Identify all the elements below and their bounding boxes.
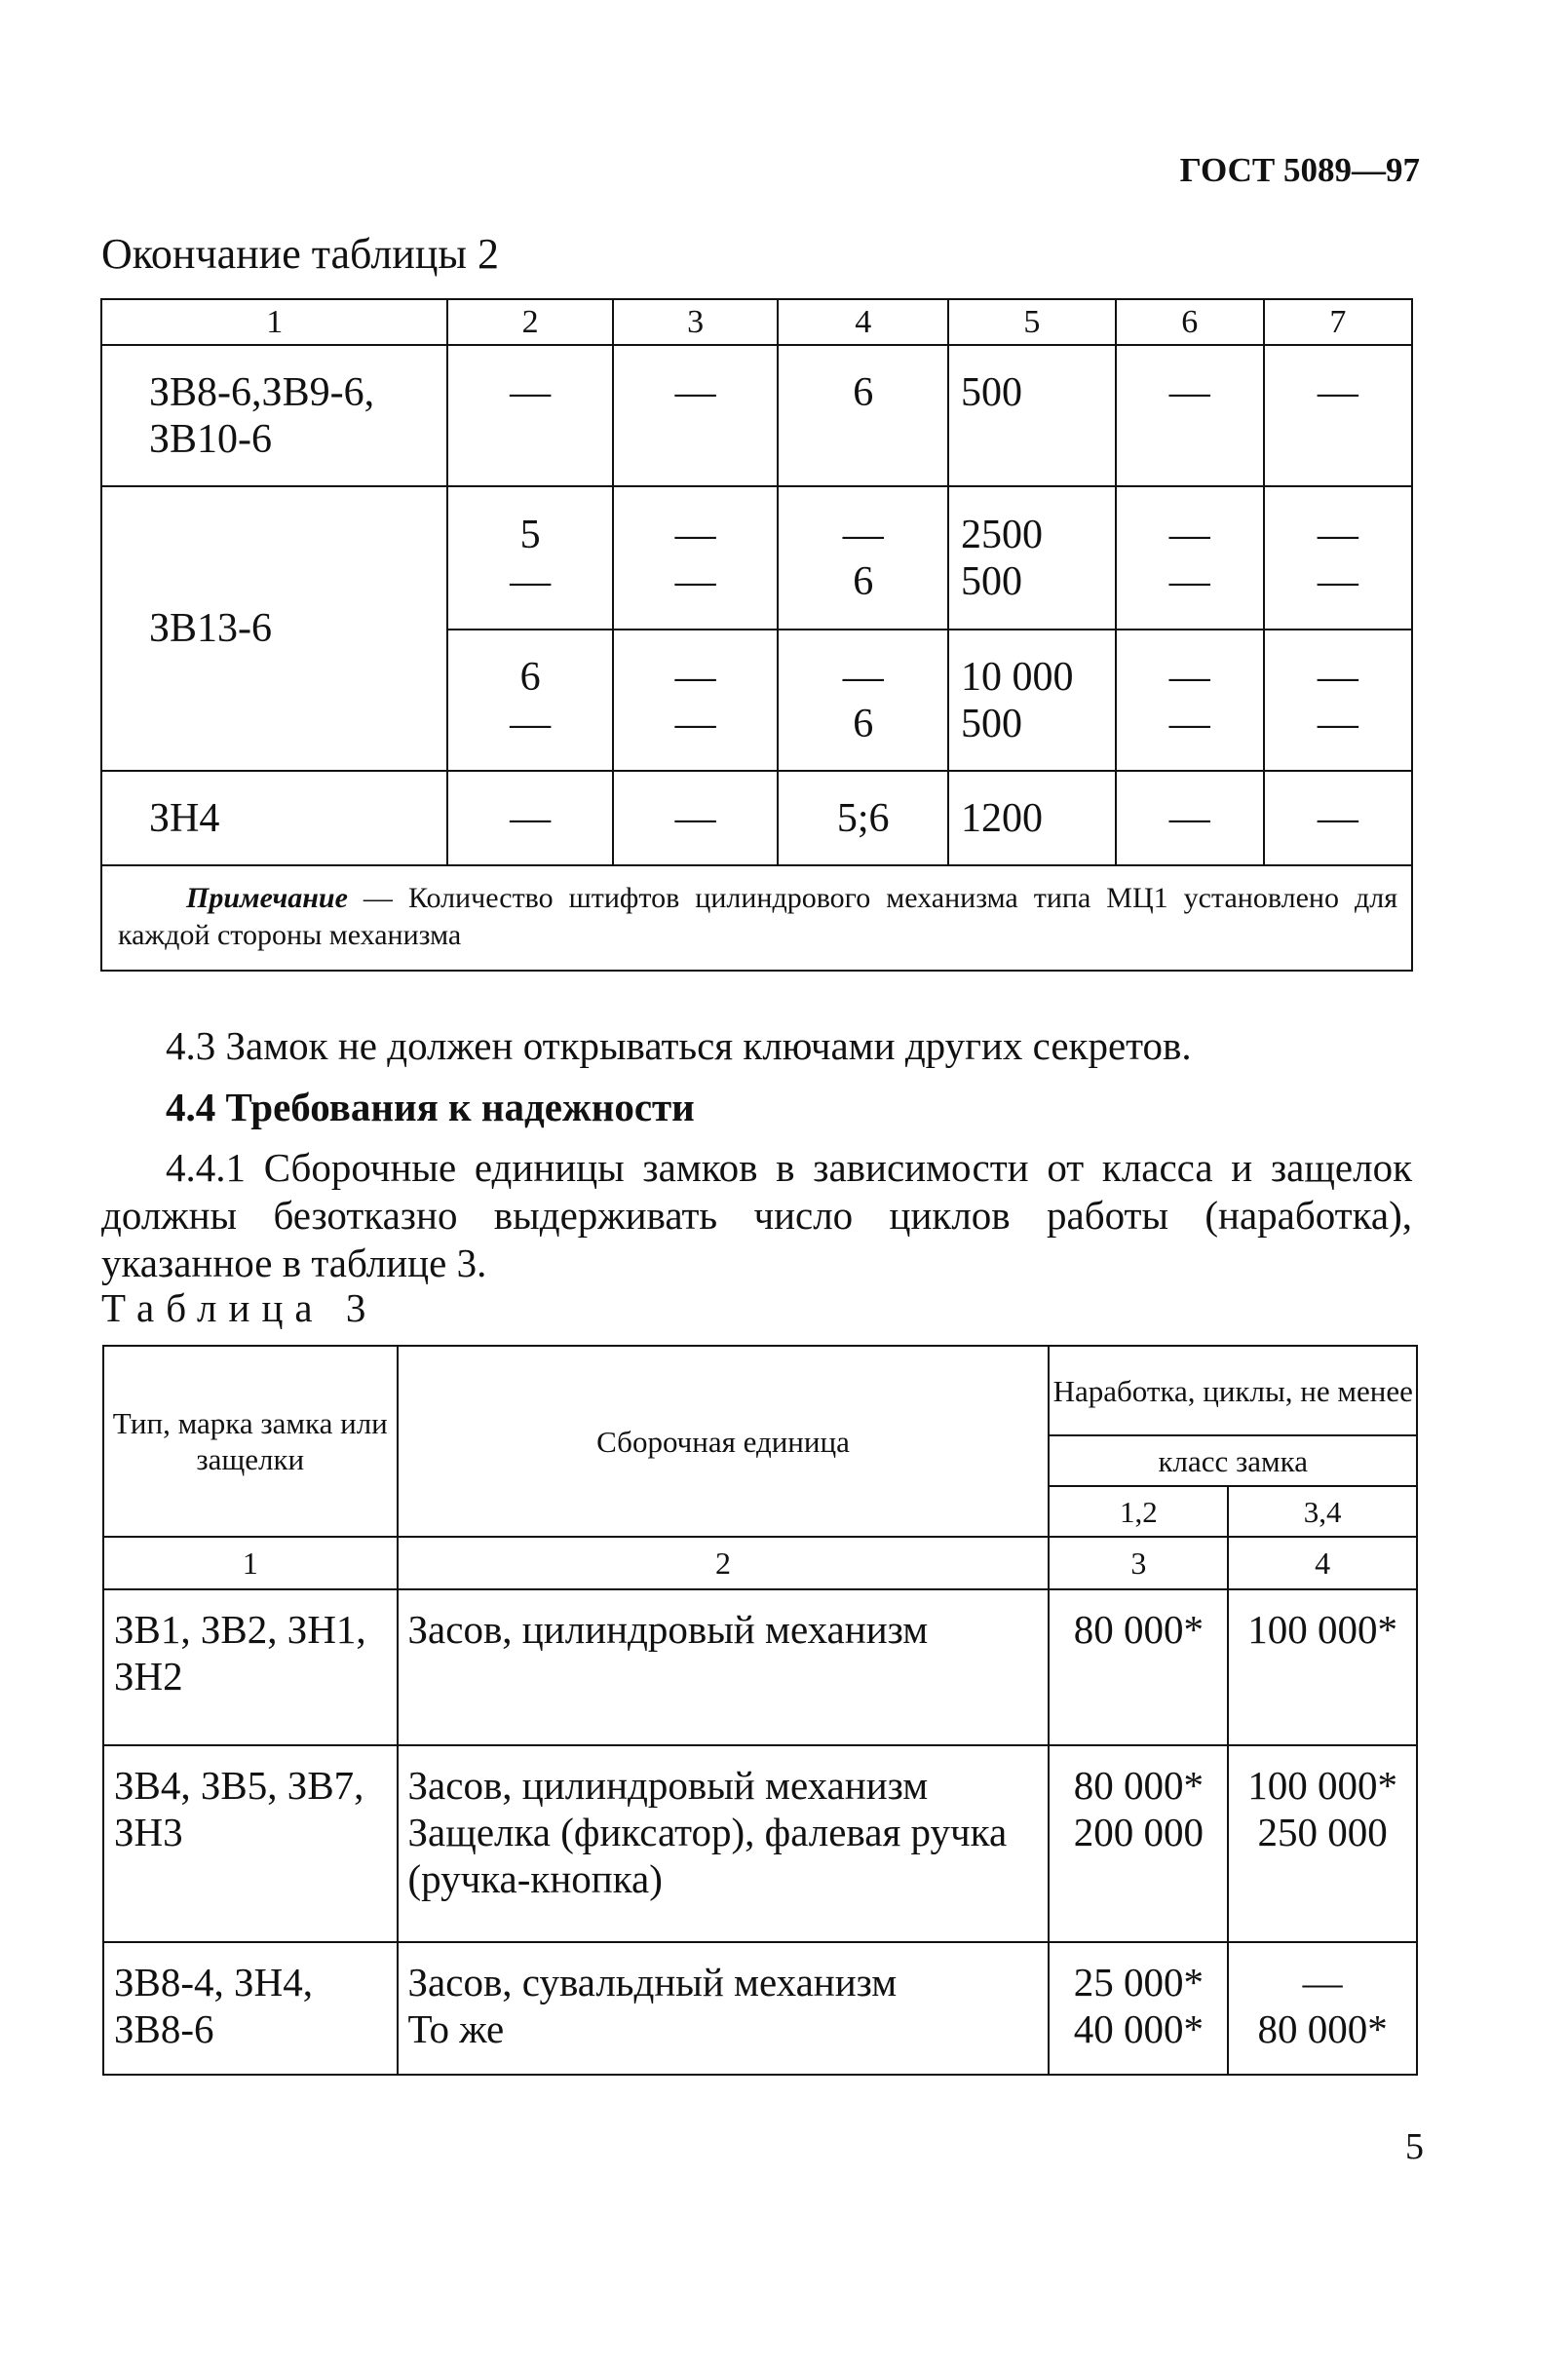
table3-cell-value: 80 000*: [1049, 1589, 1228, 1745]
table2-cell: —: [1168, 558, 1210, 604]
table3-cell-unit: [398, 1745, 1050, 1942]
table2-cell: —: [1264, 345, 1412, 486]
table2-cell: 5;6: [778, 771, 948, 865]
table3-cell-value: 200 000: [1073, 1810, 1204, 1854]
table3-header-unit: Сборочная единица: [398, 1346, 1050, 1537]
table2-cell: —: [674, 512, 716, 557]
table2-continuation-title: Окончание таблицы 2: [101, 230, 499, 278]
table3-cell-value: 100 000*: [1228, 1589, 1417, 1745]
table2-col-7: 7: [1264, 299, 1412, 345]
table2-cell: 6: [853, 558, 874, 604]
table2-cell: —: [447, 345, 613, 486]
table2-cell: —: [1116, 345, 1264, 486]
table3-cell-type: ЗВ4, ЗВ5, ЗВ7, ЗН3: [103, 1745, 398, 1942]
table3-unit-line: Защелка (фиксатор), фалевая ручка (ручка-кнопка): [407, 1810, 1008, 1901]
table2-note: [101, 865, 1412, 971]
table2-col-5: 5: [948, 299, 1116, 345]
table3-col-4: 4: [1228, 1537, 1417, 1589]
table3-cell-type: ЗВ8-4, ЗН4, ЗВ8-6: [103, 1942, 398, 2075]
table2-cell: —: [447, 771, 613, 865]
table2-cell: —: [1317, 654, 1358, 700]
standard-number: ГОСТ 5089—97: [1179, 151, 1420, 189]
table2-col-4: 4: [778, 299, 948, 345]
table2-cell: 5: [519, 512, 541, 557]
table2-cell: 6: [778, 345, 948, 486]
table3-cell-value: 100 000*: [1247, 1763, 1397, 1808]
table3-cell-unit: Засов, цилиндровый механизм: [398, 1589, 1050, 1745]
table2-cell: —: [1168, 512, 1210, 557]
table2-cell: —: [613, 345, 779, 486]
table2-cell: 6: [519, 654, 541, 700]
table2-cell: 500: [961, 701, 1023, 746]
table2-cell: —: [1317, 558, 1358, 604]
note-text: — Количество штифтов цилиндрового механизма типа МЦ1 установлено для каждой стороны механизма: [118, 882, 1397, 951]
table2-cell-type: ЗВ8-6,ЗВ9-6, ЗВ10-6: [101, 345, 447, 486]
table2-col-2: 2: [447, 299, 613, 345]
table3-cell-value: 80 000*: [1073, 1763, 1204, 1808]
table3-header-type: Тип, марка замка или защелки: [103, 1346, 398, 1537]
table3-cell-type: ЗВ1, ЗВ2, ЗН1, ЗН2: [103, 1589, 398, 1745]
table3-header-class-34: 3,4: [1228, 1486, 1417, 1537]
paragraph-4-4-1: 4.4.1 Сборочные единицы замков в зависимости от класса и защелок должны безотказно выдерживать число циклов работы (наработка), указанное в таблице 3.: [101, 1145, 1412, 1285]
table3-col-1: 1: [103, 1537, 398, 1589]
table3-cell-value: 25 000*: [1073, 1960, 1204, 2004]
table3-header-lock-class: класс замка: [1049, 1435, 1417, 1486]
table2-note-row: [101, 865, 1412, 971]
table2-cell: 1200: [948, 771, 1116, 865]
heading-4-4: 4.4 Требования к надежности: [166, 1085, 695, 1129]
table2-col-6: 6: [1116, 299, 1264, 345]
table2-cell: —: [674, 558, 716, 604]
table3-number-row: [103, 1537, 1417, 1589]
table2-cell: —: [510, 701, 552, 746]
table3-cell-unit: [398, 1942, 1050, 2075]
table-row: [103, 1745, 1417, 1942]
table2-cell: 500: [948, 345, 1116, 486]
table3-header-runtime: Наработка, циклы, не менее: [1049, 1346, 1417, 1435]
table2-cell: —: [1116, 771, 1264, 865]
table2-cell: 10 000: [961, 654, 1074, 700]
table2-cell: —: [510, 558, 552, 604]
table2-cell-type: ЗВ13-6: [101, 486, 447, 771]
table-2: [100, 298, 1413, 972]
table2-cell: —: [1317, 512, 1358, 557]
table2-cell: 6: [853, 701, 874, 746]
table3-cell-value: 80 000*: [1257, 2006, 1388, 2051]
table2-cell: —: [674, 701, 716, 746]
table2-cell-type: ЗН4: [101, 771, 447, 865]
table3-title: Таблица 3: [101, 1285, 378, 1330]
table2-cell: —: [674, 654, 716, 700]
table-row: [103, 1942, 1417, 2075]
table2-cell: 500: [961, 558, 1023, 604]
table3-unit-line: Засов, сувальдный механизм: [407, 1960, 898, 2004]
table-row: [103, 1589, 1417, 1745]
paragraph-4-3: 4.3 Замок не должен открываться ключами других секретов.: [166, 1023, 1192, 1068]
table3-header-row: [103, 1346, 1417, 1435]
table3-col-2: 2: [398, 1537, 1050, 1589]
table3-cell-value: 40 000*: [1073, 2006, 1204, 2051]
table2-cell: —: [842, 654, 884, 700]
table-row: [101, 771, 1412, 865]
table3-cell-value: —: [1302, 1960, 1343, 2004]
table2-col-1: 1: [101, 299, 447, 345]
table3-unit-line: То же: [407, 2006, 505, 2051]
table3-col-3: 3: [1049, 1537, 1228, 1589]
table2-cell: —: [842, 512, 884, 557]
table2-header-row: [101, 299, 1412, 345]
table2-cell: —: [613, 771, 779, 865]
table2-cell: —: [1168, 701, 1210, 746]
table2-cell: 2500: [961, 512, 1044, 557]
table3-header-class-12: 1,2: [1049, 1486, 1228, 1537]
table3-unit-line: Засов, цилиндровый механизм: [407, 1763, 929, 1808]
table3-cell-value: 250 000: [1257, 1810, 1388, 1854]
table2-cell: —: [1264, 771, 1412, 865]
page-number: 5: [1405, 2126, 1424, 2167]
table-3: [102, 1345, 1418, 2076]
table2-cell: —: [1317, 701, 1358, 746]
table2-cell: —: [1168, 654, 1210, 700]
table-row: [101, 345, 1412, 486]
table-row: [101, 486, 1412, 630]
note-label: Примечание: [186, 882, 348, 914]
table2-col-3: 3: [613, 299, 779, 345]
